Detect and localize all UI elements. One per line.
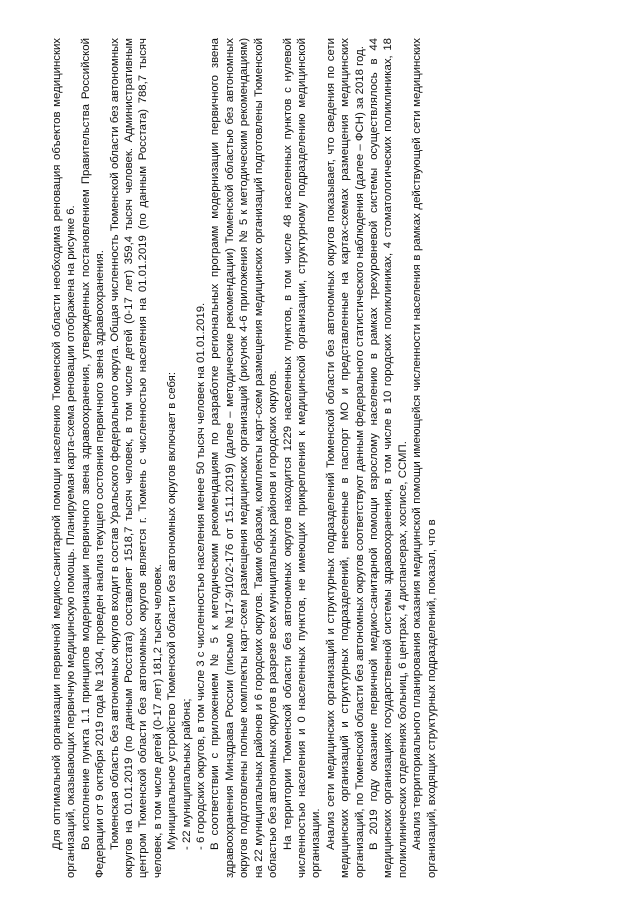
paragraph-settlements: На территории Тюменской области без автономных округов находится 1229 населенных пунктов, в том числе 48 населенных пунктов с нулевой численностью населения и 0 населенных пунктов, не имеющих прикрепления к медицинской организации, структурному подразделению медицинской организации. bbox=[281, 38, 323, 878]
list-item-urban-districts: - 6 городских округов, в том числе 3 с численностью населения менее 50 тысяч человек на 01.01.2019. bbox=[195, 302, 208, 850]
paragraph-population: Тюменская область без автономных округов входит в состав Уральского федерального округа. Общая численность Тюменской области без автономных округов на 01.01.2019 (по данным Росстата) составляет 1518,7 тысяч человек, в том числе детей (0-17 лет) 359,4 тысяч человек. Административным центром Тюменской области без автономных округов является г. Тюмень с численностью населения на 01.01.2019 (по данным Росстата) 788,7 тысяч человек, в том числе детей (0-17 лет) 181,2 тысяч человек. bbox=[108, 38, 164, 878]
paragraph-territorial-planning: Анализ территориального планирования оказания медицинской помощи имеющейся численности населения в рамках действующей сети медицинских организаций, входящих структурных подразделений, показал, что в bbox=[411, 38, 438, 878]
paragraph-network-analysis: Анализ сети медицинских организаций и структурных подразделений Тюменской области без автономных округов показывает, что сведения по сети медицинских организаций и структурных подразделений, внесенные в паспорт МО и представленные на картах-схемах размещения медицинских организаций, по Тюменской области без автономных округов соответствуют данным федерального статистического наблюдения (далее – ФСН) за 2018 год. bbox=[324, 38, 366, 878]
document-text-body bbox=[50, 38, 610, 878]
paragraph-municipal-structure: Муниципальное устройство Тюменской области без автономных округов включает в себя: bbox=[166, 371, 179, 850]
paragraph-renovation: Для оптимальной организации первичной медико-санитарной помощи населению Тюменской области необходима реновация объектов медицинских организаций, оказывающих первичную медицинскую помощь. Планируемая карта-схема реновации отображена на рисунке 6. bbox=[51, 38, 78, 878]
paragraph-decree-1304: Во исполнение пункта 1.1 принципов модернизации первичного звена здравоохранения, утвержденных постановлением Правительства Российской Федерации от 9 октября 2019 года № 1304, проведен анализ текущего состояния первичного звена здравоохранения. bbox=[79, 38, 107, 878]
list-item-municipal-districts: - 22 муниципальных района; bbox=[180, 698, 193, 850]
paragraph-methodical-recommendations: В соответствии с приложением № 5 к методическим рекомендациям по разработке региональных программ модернизации первичного звена здравоохранения Минздрава России (письмо №17-9/10/2-176 от 15.11.2019) (далее – методические рекомендации) Тюменской областью без автономных округов подготовлены полные комплекты карт-схем размещения медицинских организаций (рисунок 4-6 приложения № 5 к методическим рекомендациям) на 22 муниципальных районов и 6 городских округов. Таким образом, комплекты карт-схем размещения медицинских организаций подготовлены Тюменской областью без автономных округов в разрезе всех муниципальных районов и городских округов. bbox=[209, 38, 280, 878]
paragraph-2019-care: В 2019 году оказание первичной медико-санитарной помощи взрослому населению в рамках трехуровневой системы осуществлялось в 44 медицинских организациях государственной системы здравоохранения, в том числе в 10 городских поликлиниках, 4 стоматологических поликлиниках, 18 поликлинических отделениях больниц, 6 центрах, 4 диспансерах, хосписе, ССМП. bbox=[367, 38, 409, 878]
